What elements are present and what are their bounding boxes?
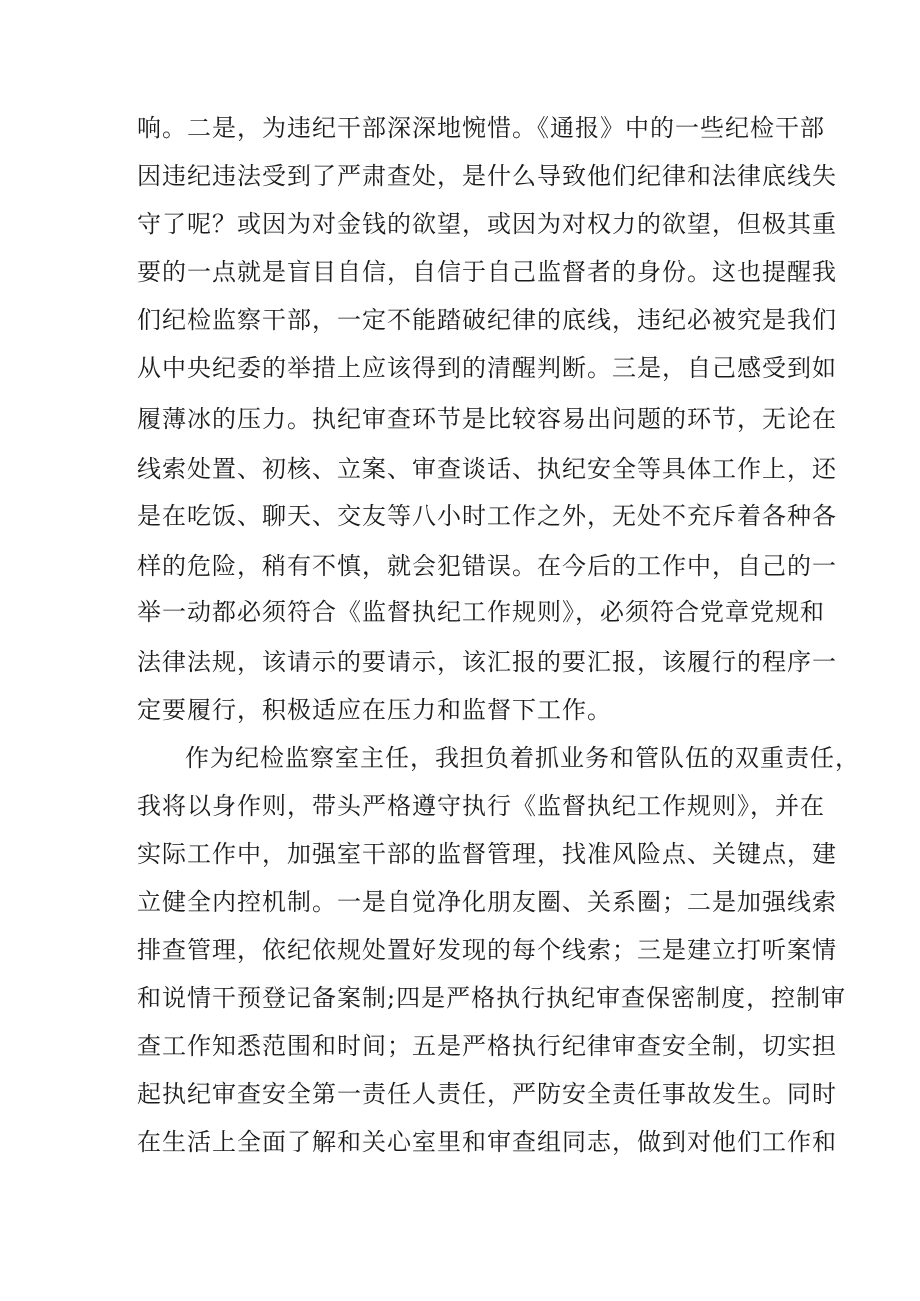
paragraph-line: 我将以身作则，带头严格遵守执行《监督执纪工作规则》，并在 <box>137 792 825 820</box>
paragraph-line: 们纪检监察干部，一定不能踏破纪律的底线，违纪必被究是我们 <box>137 306 837 334</box>
paragraph-line: 样的危险，稍有不慎，就会犯错误。在今后的工作中，自己的一 <box>137 552 837 580</box>
paragraph-line: 要的一点就是盲目自信，自信于自己监督者的身份。这也提醒我 <box>137 258 837 286</box>
paragraph-line: 线索处置、初核、立案、审查谈话、执纪安全等具体工作上，还 <box>137 455 837 483</box>
paragraph-line: 起执纪审查安全第一责任人责任，严防安全责任事故发生。同时 <box>137 1080 837 1108</box>
paragraph-line: 实际工作中，加强室干部的监督管理，找准风险点、关键点，建 <box>137 840 837 868</box>
paragraph-line: 法律法规，该请示的要请示，该汇报的要汇报，该履行的程序一 <box>137 648 837 676</box>
paragraph-line: 是在吃饭、聊天、交友等八小时工作之外，无处不充斥着各种各 <box>137 502 837 530</box>
paragraph-line: 作为纪检监察室主任，我担负着抓业务和管队伍的双重责任， <box>185 744 860 772</box>
paragraph-line: 履薄冰的压力。执纪审查环节是比较容易出问题的环节，无论在 <box>137 405 837 433</box>
paragraph-line: 在生活上全面了解和关心室里和审查组同志，做到对他们工作和 <box>137 1128 837 1156</box>
paragraph-line: 守了呢？或因为对金钱的欲望，或因为对权力的欲望，但极其重 <box>137 210 837 238</box>
paragraph-line: 举一动都必须符合《监督执纪工作规则》，必须符合党章党规和 <box>137 598 825 626</box>
paragraph-line: 因违纪违法受到了严肃查处，是什么导致他们纪律和法律底线失 <box>137 162 837 190</box>
paragraph-line: 从中央纪委的举措上应该得到的清醒判断。三是，自己感受到如 <box>137 354 837 382</box>
paragraph-line: 立健全内控机制。一是自觉净化朋友圈、关系圈；二是加强线索 <box>137 888 837 916</box>
paragraph-line: 定要履行，积极适应在压力和监督下工作。 <box>137 696 612 724</box>
paragraph-line: 和说情干预登记备案制;四是严格执行执纪审查保密制度，控制审 <box>137 984 847 1012</box>
paragraph-line: 响。二是，为违纪干部深深地惋惜。《通报》中的一些纪检干部 <box>137 114 825 142</box>
paragraph-line: 排查管理，依纪依规处置好发现的每个线索；三是建立打听案情 <box>137 936 837 964</box>
paragraph-line: 查工作知悉范围和时间；五是严格执行纪律审查安全制，切实担 <box>137 1032 837 1060</box>
